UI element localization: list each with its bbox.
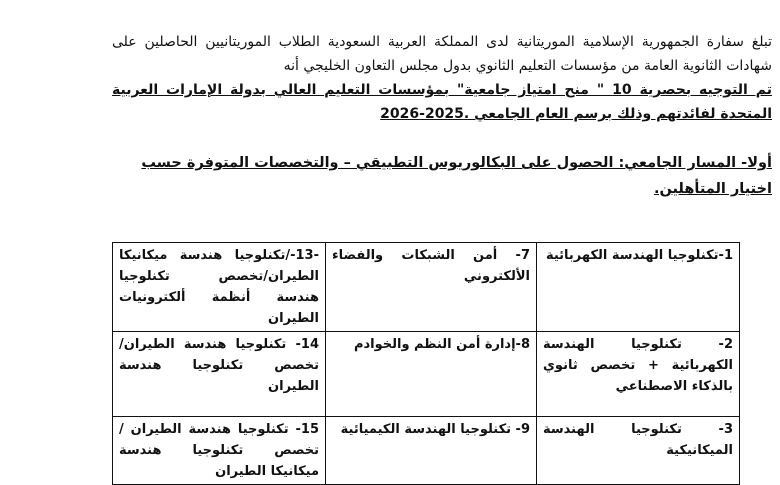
intro-paragraph [112,30,772,126]
table-cell: 14- تكنلوجيا هندسة الطيران/ تخصص تكنلوجيا هندسة الطيران [113,332,326,417]
table-cell: 2- تكنلوجيا الهندسة الكهربائية + تخصص ثانوي بالذكاء الاصطناعي [537,332,740,417]
table-cell: 7- أمن الشبكات والفضاء الألكتروني [326,243,537,332]
table-row [113,332,740,417]
table-row [113,243,740,332]
table-cell: 1-تكنلوجيا الهندسة الكهربائية [537,243,740,332]
table-cell: 8-إدارة أمن النظم والخوادم [326,332,537,417]
table-cell: 9- تكنلوجيا الهندسة الكيميائية [326,417,537,485]
table-cell: 15- تكنلوجيا هندسة الطيران / تخصص تكنلوجيا هندسة ميكانيكا الطيران [113,417,326,485]
section-heading: أولا- المسار الجامعي: الحصول على البكالوريوس التطبيقي – والتخصصات المتوفرة حسب اختيار المتأهلين. [141,155,772,197]
majors-table [112,242,740,485]
table-row [113,417,740,485]
intro-line-1: تبلغ سفارة الجمهورية الإسلامية الموريتانية لدى المملكة العربية السعودية الطلاب الموريتانيين الحاصلين على شهادات الثانوية العامة من مؤسسات التعليم الثانوي بدول مجلس التعاون الخليجي أنه [112,34,772,74]
table-cell: -13-/تكنلوجيا هندسة ميكانيكا الطيران/تخصص تكنلوجيا هندسة أنظمة ألكترونيات الطيران [113,243,326,332]
table-cell: 3- تكنلوجيا الهندسة الميكانيكية [537,417,740,485]
intro-line-2: تم التوجيه بحصرية 10 " منح امتياز جامعية" بمؤسسات التعليم العالي بدولة الإمارات العربية المتحدة لفائدتهم وذلك برسم العام الجامعي .2025-2026 [112,82,772,122]
